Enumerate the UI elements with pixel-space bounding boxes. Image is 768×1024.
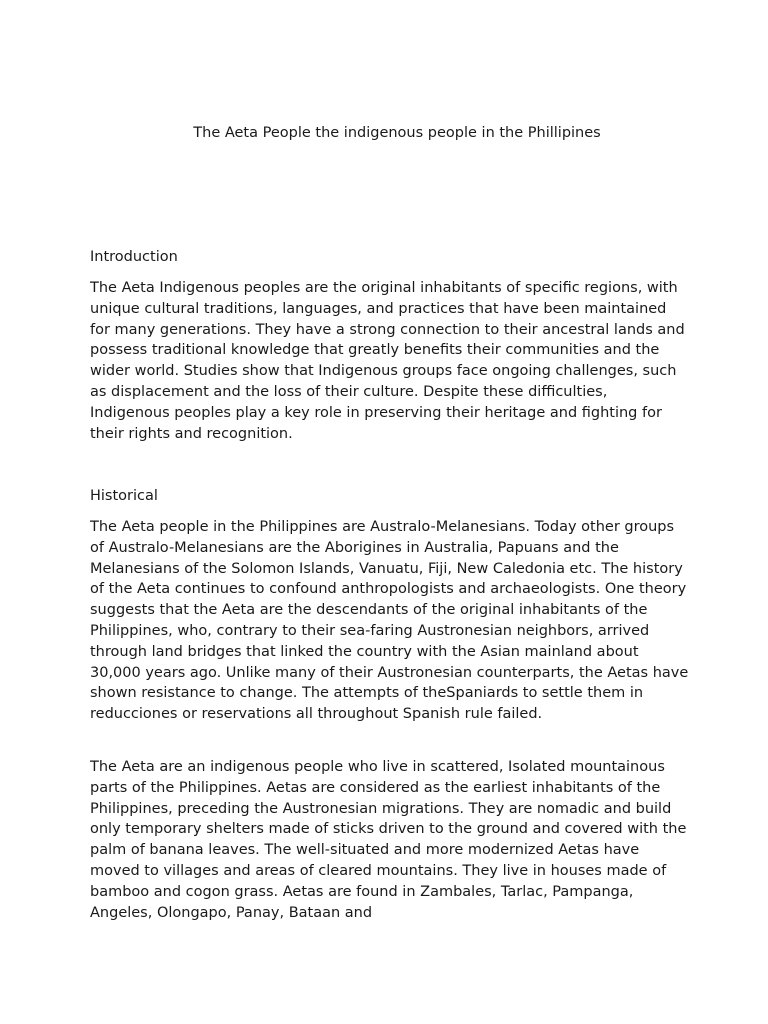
introduction-paragraph: The Aeta Indigenous peoples are the original inhabitants of specific regions, with unique cultural traditions, languages, and practices that have been maintained for many generations. They have a strong connection to their ancestral lands and possess traditional knowledge that greatly benefits their communities and the wider world. Studies show that Indigenous groups face ongoing challenges, such as displacement and the loss of their culture. Despite these difficulties, Indigenous peoples play a key role in preserving their heritage and fighting for their rights and recognition.	[90, 280, 685, 442]
section-heading-historical: Historical	[90, 488, 158, 504]
historical-paragraph-2: The Aeta are an indigenous people who live in scattered, Isolated mountainous parts of the Philippines. Aetas are considered as the earliest inhabitants of the Philippines, preceding the Austronesian migrations. They are nomadic and build only temporary shelters made of sticks driven to the ground and covered with the palm of banana leaves. The well-situated and more modernized Aetas have moved to villages and areas of cleared mountains. They live in houses made of bamboo and cogon grass. Aetas are found in Zambales, Tarlac, Pampanga, Angeles, Olongapo, Panay, Bataan and	[90, 759, 687, 921]
document-title: The Aeta People the indigenous people in the Phillipines	[193, 125, 601, 141]
section-heading-introduction: Introduction	[90, 249, 178, 265]
historical-paragraph-1: The Aeta people in the Philippines are Australo-Melanesians. Today other groups of Australo-Melanesians are the Aborigines in Australia, Papuans and the Melanesians of the Solomon Islands, Vanuatu, Fiji, New Caledonia etc. The history of the Aeta continues to confound anthropologists and archaeologists. One theory suggests that the Aeta are the descendants of the original inhabitants of the Philippines, who, contrary to their sea-faring Austronesian neighbors, arrived through land bridges that linked the country with the Asian mainland about 30,000 years ago. Unlike many of their Austronesian counterparts, the Aetas have shown resistance to change. The attempts of theSpaniards to settle them in reducciones or reservations all throughout Spanish rule failed.	[90, 519, 689, 723]
